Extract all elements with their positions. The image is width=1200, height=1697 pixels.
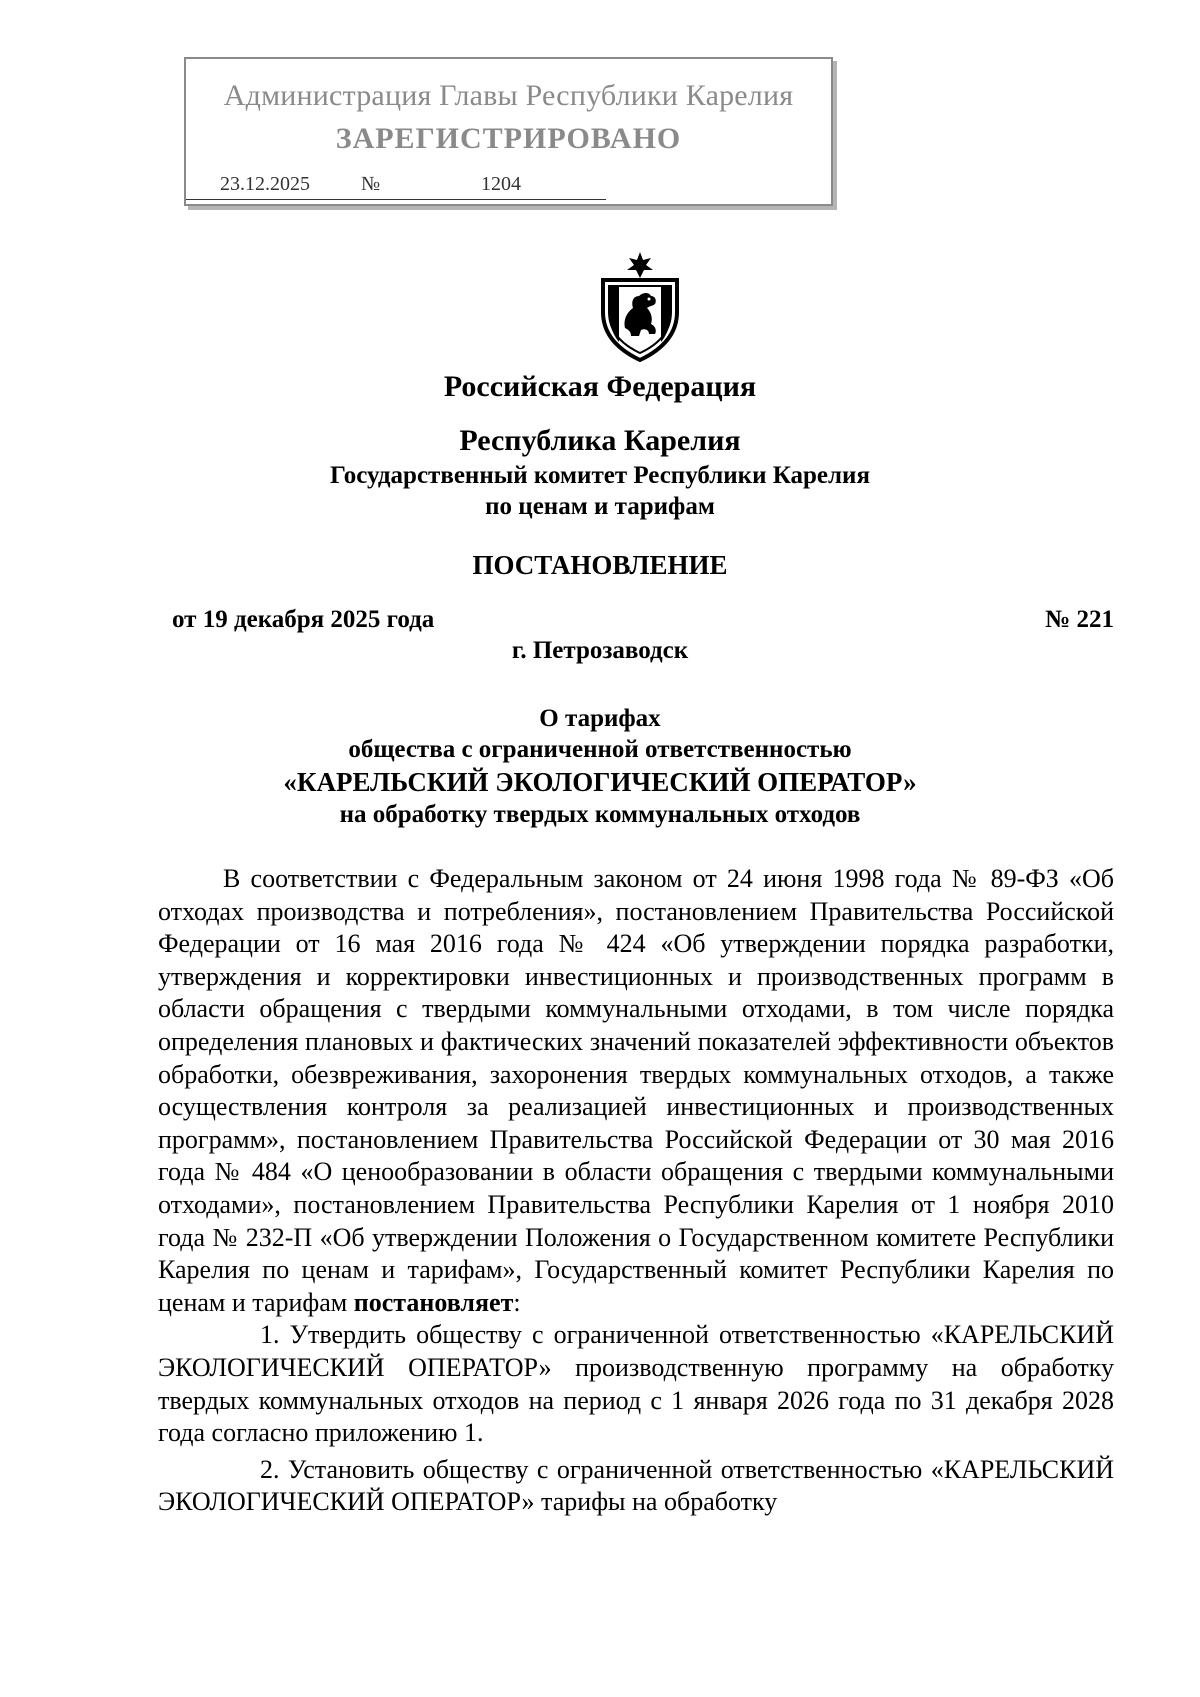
document-body [158,863,1114,1519]
stamp-number: 1204 [481,173,521,195]
title-line1: О тарифах [539,705,661,732]
stamp-registered: ЗАРЕГИСТРИРОВАНО [335,122,682,155]
stamp-registration-line [186,171,606,200]
title-line3: «КАРЕЛЬСКИЙ ЭКОЛОГИЧЕСКИЙ ОПЕРАТОР» [283,767,917,797]
committee-name-line2: по ценам и тарифам [485,493,715,520]
document-city: г. Петрозаводск [511,637,689,664]
title-line4: на обработку твердых коммунальных отходов [339,801,861,828]
preamble-colon: : [513,1287,521,1317]
committee-name-line1: Государственный комитет Республики Карелия [330,462,870,489]
decision-word: постановляет [353,1287,514,1317]
stamp-authority: Администрация Главы Республики Карелия [223,79,794,112]
clause-1: 1. Утвердить обществу с ограниченной ответственностью «КАРЕЛЬСКИЙ ЭКОЛОГИЧЕСКИЙ ОПЕРАТОР» производственную программу на обработку твердых коммунальных отходов на период с 1 января 2026 года по 31 декабря 2028 года согласно приложению 1. [158,1320,1114,1448]
stamp-date: 23.12.2025 [220,173,310,195]
document-number: № 221 [1045,606,1114,633]
title-line2: общества с ограниченной ответственностью [348,736,852,763]
country-name: Российская Федерация [443,370,757,403]
registration-stamp [184,57,833,206]
document-date: от 19 декабря 2025 года [172,606,435,633]
karelia-coat-of-arms-icon [595,250,685,362]
republic-name: Республика Карелия [459,424,741,457]
preamble-text: В соответствии с Федеральным законом от 24 июня 1998 года № 89-ФЗ «Об отходах производства и потребления», постановлением Правительства Российской Федерации от 16 мая 2016 года № 424 «Об утверждении порядка разработки, утверждения и корректировки инвестиционных и производственных программ в области обращения с твердыми коммунальными отходами, в том числе порядка определения плановых и фактических значений показателей эффективности объектов обработки, обезвреживания, захоронения твердых коммунальных отходов, а также осуществления контроля за реализацией инвестиционных и производственных программ», постановлением Правительства Российской Федерации от 30 мая 2016 года № 484 «О ценообразовании в области обращения с твердыми коммунальными отходами», постановлением Правительства Республики Карелия от 1 ноября 2010 года № 232-П «Об утверждении Положения о Государственном комитете Республики Карелия по ценам и тарифам», Государственный комитет Республики Карелия по ценам и тарифам [158,864,1114,1317]
stamp-number-sign: № [361,173,381,195]
clause-2: 2. Установить обществу с ограниченной ответственностью «КАРЕЛЬСКИЙ ЭКОЛОГИЧЕСКИЙ ОПЕРАТОР» тарифы на обработку [158,1454,1114,1517]
preamble-paragraph [158,863,1114,1319]
document-type: ПОСТАНОВЛЕНИЕ [472,550,728,580]
